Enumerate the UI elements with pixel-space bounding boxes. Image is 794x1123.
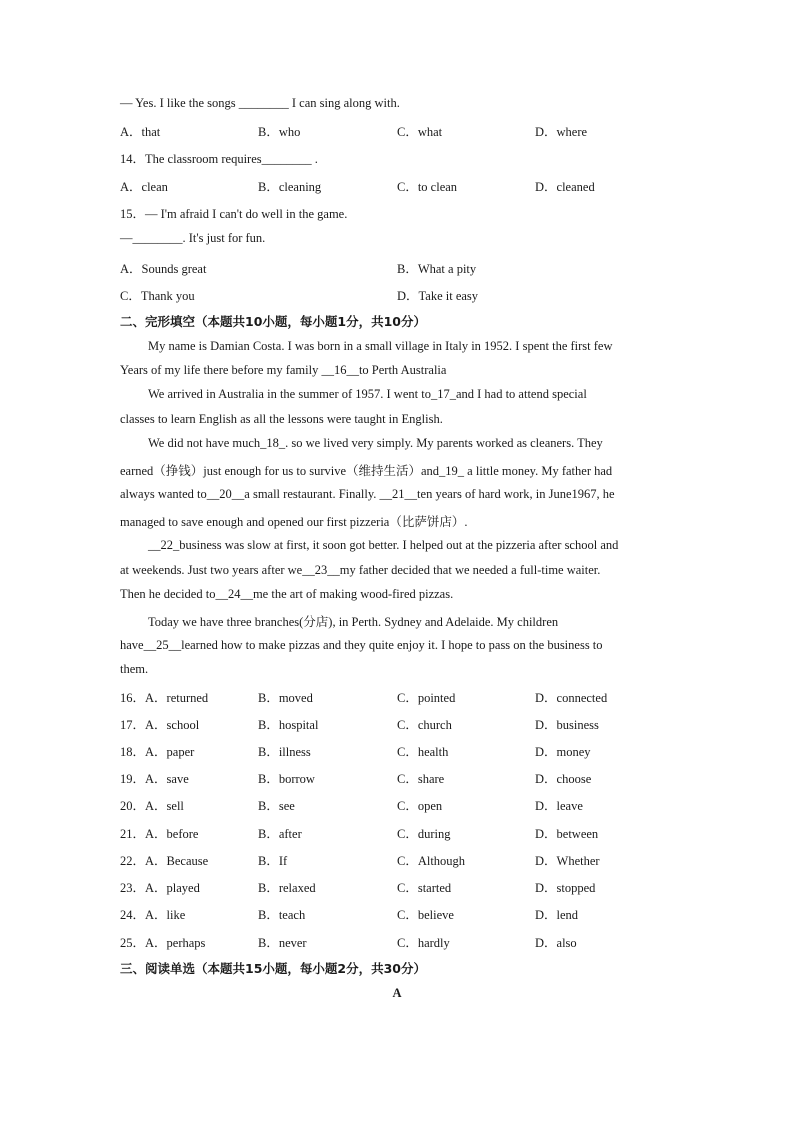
q16-option-c: C．pointed: [397, 691, 456, 705]
passage-line: My name is Damian Costa. I was born in a small village in Italy in 1952. I spent the first few: [148, 339, 613, 353]
passage-line: Years of my life there before my family __16__to Perth Australia: [120, 363, 447, 377]
q13-option-c: C．what: [397, 125, 443, 139]
q17-option-a: 17．A．school: [120, 718, 200, 732]
q17-option-b: B．hospital: [258, 718, 319, 732]
q21-option-c: C．during: [397, 827, 451, 841]
q24-option-d: D．lend: [535, 908, 579, 922]
passage-line: them.: [120, 662, 149, 676]
q19-option-d: D．choose: [535, 772, 592, 786]
passage-line: classes to learn English as all the lessons were taught in English.: [120, 412, 443, 426]
passage-line: have__25__learned how to make pizzas and they quite enjoy it. I hope to pass on the business to: [120, 638, 603, 652]
q20-option-a: 20．A．sell: [120, 799, 184, 813]
section3-heading: 三、阅读单选（本题共15小题，每小题2分，共30分）: [120, 961, 426, 976]
section2-heading: 二、完形填空（本题共10小题，每小题1分，共10分）: [120, 314, 426, 329]
q13-option-b: B．who: [258, 125, 301, 139]
q23-option-d: D．stopped: [535, 881, 596, 895]
q15-option-d: D．Take it easy: [397, 289, 479, 303]
q21-option-b: B．after: [258, 827, 302, 841]
q17-option-d: D．business: [535, 718, 599, 732]
q16-option-d: D．connected: [535, 691, 608, 705]
q22-option-b: B．If: [258, 854, 288, 868]
passage-line: Then he decided to__24__me the art of making wood-fired pizzas.: [120, 587, 454, 601]
q18-option-b: B．illness: [258, 745, 311, 759]
q16-option-a: 16．A．returned: [120, 691, 209, 705]
q15-text-2: —________. It's just for fun.: [120, 231, 266, 245]
q19-option-c: C．share: [397, 772, 445, 786]
q15-option-c: C．Thank you: [120, 289, 195, 303]
passage-line: managed to save enough and opened our first pizzeria（比萨饼店）.: [120, 515, 468, 529]
q14-option-d: D．cleaned: [535, 180, 595, 194]
q25-option-b: B．never: [258, 936, 307, 950]
q25-option-c: C．hardly: [397, 936, 450, 950]
q24-option-a: 24．A．like: [120, 908, 186, 922]
q18-option-d: D．money: [535, 745, 591, 759]
passage-line: earned（挣钱）just enough for us to survive（维持生活）and_19_ a little money. My father had: [120, 464, 613, 478]
q14-text: 14．The classroom requires________ .: [120, 152, 318, 166]
passage-line: Today we have three branches(分店), in Perth. Sydney and Adelaide. My children: [148, 615, 559, 629]
q21-option-d: D．between: [535, 827, 599, 841]
q18-option-a: 18．A．paper: [120, 745, 195, 759]
q23-option-b: B．relaxed: [258, 881, 316, 895]
q15-option-a: A．Sounds great: [120, 262, 207, 276]
passage-line: always wanted to__20__a small restaurant. Finally. __21__ten years of hard work, in June1967, he: [120, 487, 615, 501]
q20-option-c: C．open: [397, 799, 443, 813]
q14-option-c: C．to clean: [397, 180, 458, 194]
passage-a-label: A: [392, 986, 402, 1000]
q19-option-a: 19．A．save: [120, 772, 189, 786]
q23-option-a: 23．A．played: [120, 881, 200, 895]
q17-option-c: C．church: [397, 718, 452, 732]
q19-option-b: B．borrow: [258, 772, 315, 786]
q22-option-a: 22．A．Because: [120, 854, 209, 868]
q22-option-d: D．Whether: [535, 854, 600, 868]
q15-option-b: B．What a pity: [397, 262, 477, 276]
q25-option-a: 25．A．perhaps: [120, 936, 206, 950]
q14-option-b: B．cleaning: [258, 180, 322, 194]
q16-option-b: B．moved: [258, 691, 313, 705]
q20-option-b: B．see: [258, 799, 295, 813]
q24-option-b: B．teach: [258, 908, 306, 922]
q15-text-1: 15．— I'm afraid I can't do well in the game.: [120, 207, 348, 221]
q20-option-d: D．leave: [535, 799, 583, 813]
q25-option-d: D．also: [535, 936, 577, 950]
q13-option-d: D．where: [535, 125, 588, 139]
q13-option-a: A．that: [120, 125, 161, 139]
passage-line: at weekends. Just two years after we__23__my father decided that we needed a full-time waiter.: [120, 563, 601, 577]
q18-option-c: C．health: [397, 745, 449, 759]
q14-option-a: A．clean: [120, 180, 168, 194]
q13-text: — Yes. I like the songs ________ I can sing along with.: [120, 96, 400, 110]
passage-line: We arrived in Australia in the summer of 1957. I went to_17_and I had to attend special: [148, 387, 587, 401]
q24-option-c: C．believe: [397, 908, 454, 922]
passage-line: __22_business was slow at first, it soon got better. I helped out at the pizzeria after school and: [148, 538, 619, 552]
q21-option-a: 21．A．before: [120, 827, 199, 841]
passage-line: We did not have much_18_. so we lived very simply. My parents worked as cleaners. They: [148, 436, 603, 450]
q23-option-c: C．started: [397, 881, 452, 895]
q22-option-c: C．Although: [397, 854, 466, 868]
